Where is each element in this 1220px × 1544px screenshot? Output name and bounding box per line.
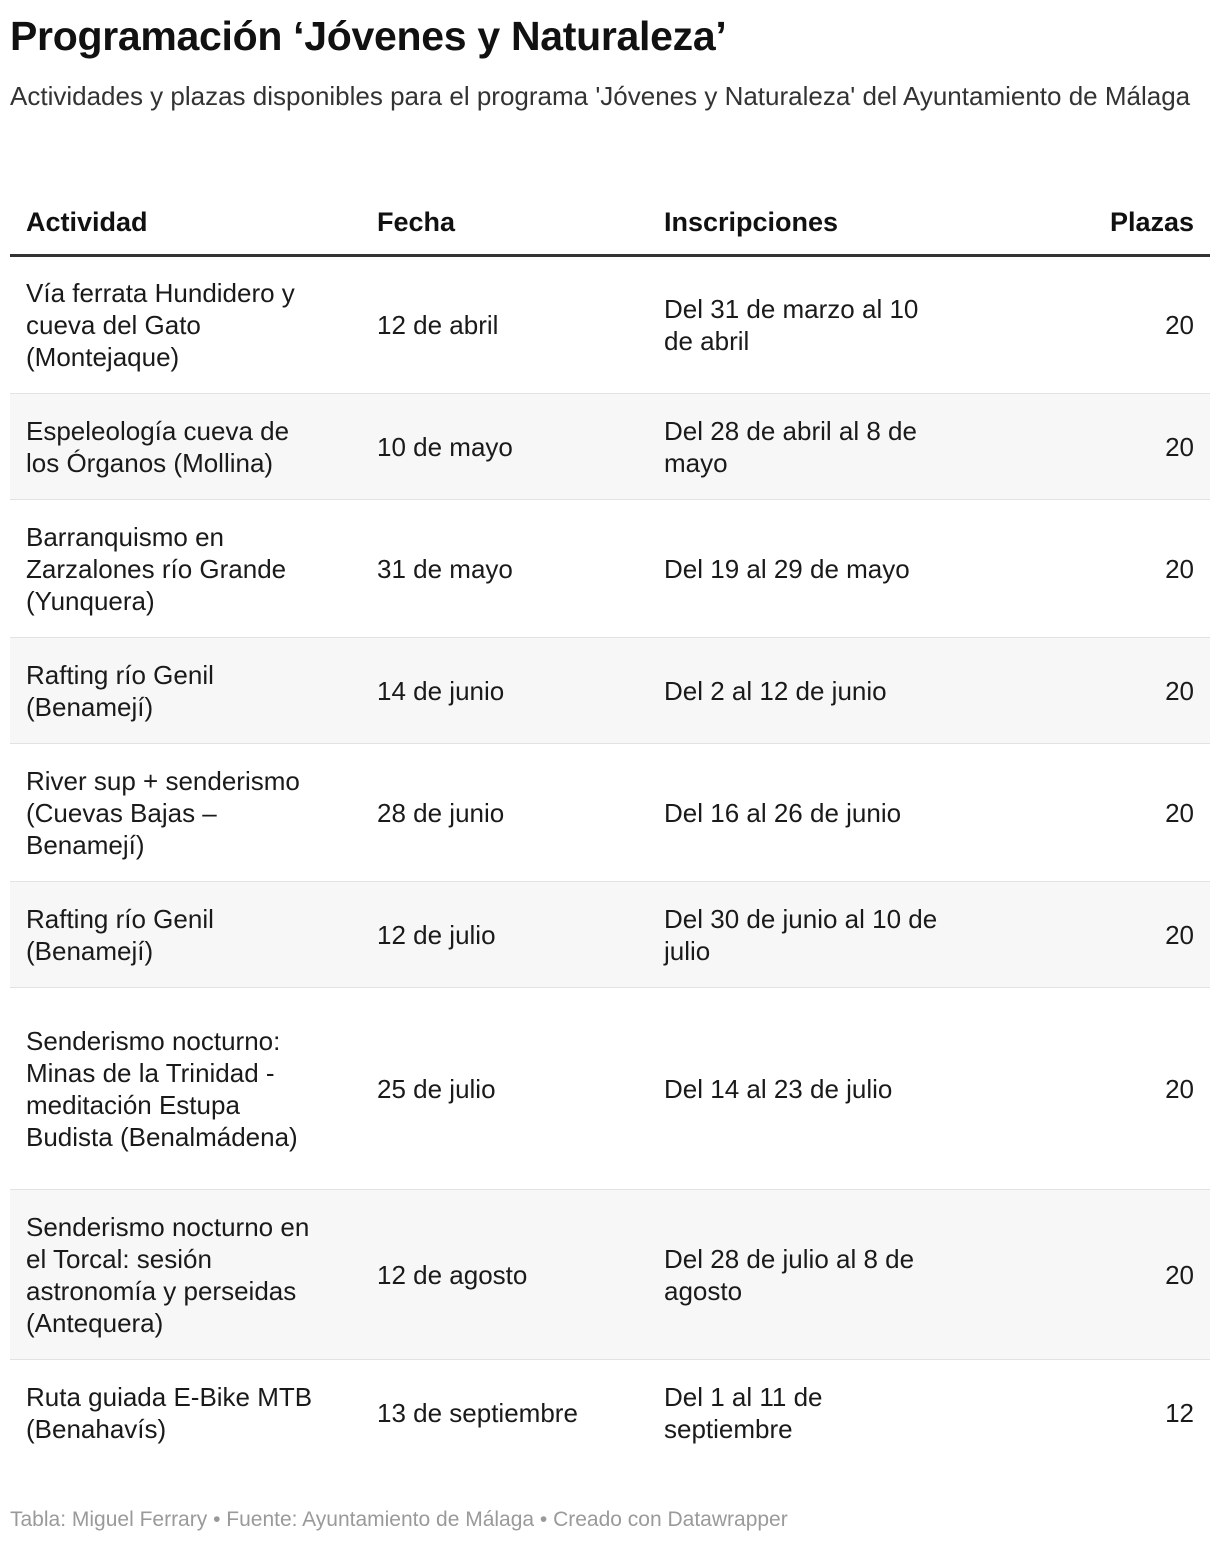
actividad-text: Barranquismo en Zarzalones río Grande (Yunquera) xyxy=(26,521,287,616)
column-header-plazas[interactable]: Plazas xyxy=(968,190,1210,256)
cell-plazas: 12 xyxy=(1165,1397,1194,1428)
cell-plazas: 20 xyxy=(968,988,1210,1190)
inscripciones-text: Del 14 al 23 de julio xyxy=(664,1073,893,1104)
cell-plazas: 20 xyxy=(968,638,1210,744)
inscripciones-text: Del 16 al 26 de junio xyxy=(664,797,902,828)
cell-inscripciones xyxy=(648,638,968,744)
page-subtitle: Actividades y plazas disponibles para el programa 'Jóvenes y Naturaleza' del Ayuntamiento de Málaga xyxy=(10,81,1191,111)
cell-plazas: 20 xyxy=(968,256,1210,394)
cell-inscripciones xyxy=(648,744,968,882)
cell-fecha: 12 de julio xyxy=(361,882,648,988)
cell-inscripciones xyxy=(648,256,968,394)
cell-inscripciones xyxy=(648,1360,968,1466)
actividad-text: Senderismo nocturno en el Torcal: sesión astronomía y perseidas (Antequera) xyxy=(26,1211,310,1338)
page-title: Programación ‘Jóvenes y Naturaleza’ xyxy=(10,13,727,59)
table-body xyxy=(10,256,1210,1466)
cell-actividad xyxy=(10,882,361,988)
column-header-fecha[interactable]: Fecha xyxy=(361,190,648,256)
table-header xyxy=(10,190,1210,256)
cell-inscripciones xyxy=(648,394,968,500)
cell-actividad xyxy=(10,394,361,500)
actividad-text: Rafting río Genil (Benamejí) xyxy=(26,659,214,722)
cell-actividad xyxy=(10,638,361,744)
actividad-text: Espeleología cueva de los Órganos (Mollina) xyxy=(26,415,290,478)
activities-table xyxy=(10,190,1210,1466)
cell-actividad xyxy=(10,1360,361,1466)
cell-fecha: 28 de junio xyxy=(361,744,648,882)
header-row xyxy=(10,190,1210,256)
inscripciones-text: Del 1 al 11 de septiembre xyxy=(664,1381,823,1444)
cell-fecha: 13 de septiembre xyxy=(377,1397,578,1428)
inscripciones-text: Del 19 al 29 de mayo xyxy=(664,553,910,584)
table-row xyxy=(10,394,1210,500)
table-row xyxy=(10,500,1210,638)
cell-inscripciones xyxy=(648,882,968,988)
inscripciones-text: Del 31 de marzo al 10 de abril xyxy=(664,294,919,356)
cell-inscripciones xyxy=(648,500,968,638)
cell-fecha: 12 de agosto xyxy=(361,1190,648,1360)
actividad-text: Vía ferrata Hundidero y cueva del Gato (Montejaque) xyxy=(26,278,295,372)
cell-inscripciones xyxy=(648,1190,968,1360)
inscripciones-text: Del 28 de abril al 8 de mayo xyxy=(664,415,917,478)
source-footer: Tabla: Miguel Ferrary • Fuente: Ayuntamiento de Málaga • Creado con Datawrapper xyxy=(10,1508,788,1531)
table-row xyxy=(10,744,1210,882)
table-row xyxy=(10,882,1210,988)
cell-actividad xyxy=(10,988,361,1190)
column-header-inscripciones[interactable]: Inscripciones xyxy=(648,190,968,256)
table-row xyxy=(10,1190,1210,1360)
inscripciones-text: Del 2 al 12 de junio xyxy=(664,675,887,706)
actividad-text: River sup + senderismo (Cuevas Bajas – Benamejí) xyxy=(26,765,300,860)
table-row xyxy=(10,1360,1210,1466)
table-row xyxy=(10,638,1210,744)
cell-plazas: 20 xyxy=(968,500,1210,638)
cell-plazas: 20 xyxy=(968,394,1210,500)
cell-actividad xyxy=(10,744,361,882)
cell-plazas: 20 xyxy=(968,744,1210,882)
cell-plazas: 20 xyxy=(968,1190,1210,1360)
inscripciones-text: Del 30 de junio al 10 de julio xyxy=(664,903,938,966)
actividad-text: Ruta guiada E-Bike MTB (Benahavís) xyxy=(26,1381,313,1444)
cell-fecha: 31 de mayo xyxy=(361,500,648,638)
actividad-text: Senderismo nocturno: Minas de la Trinidad - meditación Estupa Budista (Benalmádena) xyxy=(26,1025,298,1152)
table-row xyxy=(10,988,1210,1190)
table-row xyxy=(10,256,1210,394)
cell-fecha: 14 de junio xyxy=(361,638,648,744)
cell-actividad xyxy=(10,1190,361,1360)
cell-fecha: 12 de abril xyxy=(361,256,648,394)
cell-plazas: 20 xyxy=(968,882,1210,988)
cell-inscripciones xyxy=(648,988,968,1190)
cell-fecha: 10 de mayo xyxy=(361,394,648,500)
inscripciones-text: Del 28 de julio al 8 de agosto xyxy=(664,1243,915,1306)
column-header-actividad[interactable]: Actividad xyxy=(10,190,361,256)
actividad-text: Rafting río Genil (Benamejí) xyxy=(26,903,214,966)
cell-actividad xyxy=(10,256,361,394)
cell-fecha: 25 de julio xyxy=(361,988,648,1190)
cell-actividad xyxy=(10,500,361,638)
